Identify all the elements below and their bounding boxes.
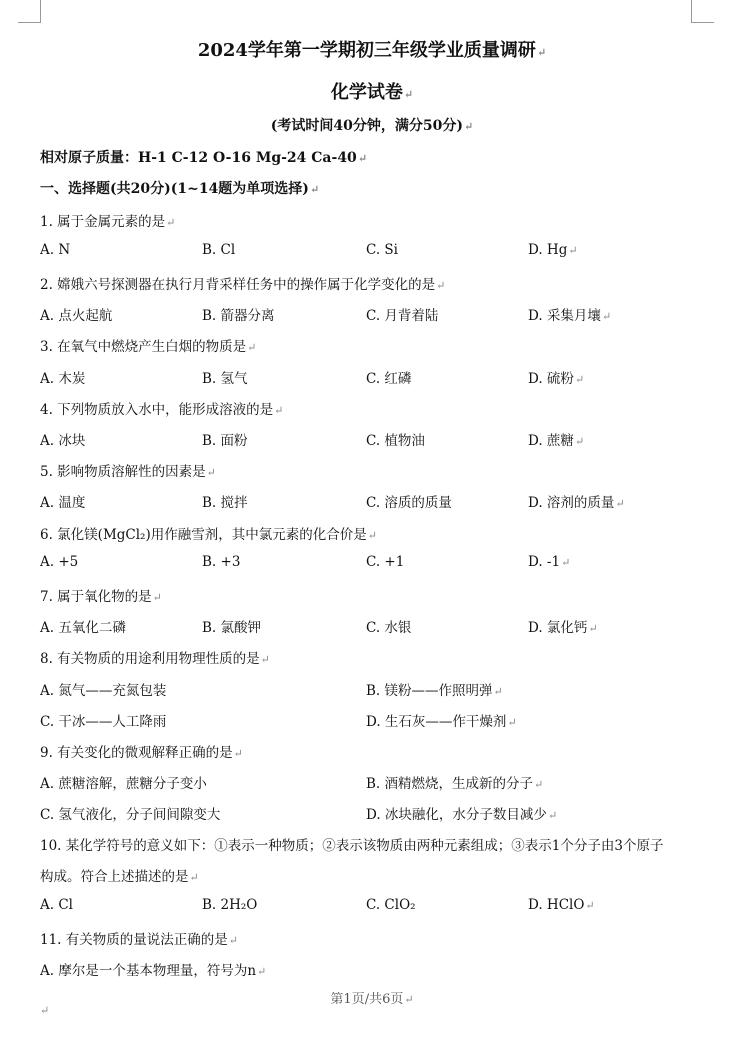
question-7: 7. 属于氧化物的是↵ xyxy=(40,589,162,605)
q8-option-c: C. 干冰——人工降雨 xyxy=(40,714,167,730)
question-8: 8. 有关物质的用途利用物理性质的是↵ xyxy=(40,651,270,667)
paragraph-mark: ↵ xyxy=(40,1004,50,1017)
q9-option-c: C. 氢气液化，分子间间隙变大 xyxy=(40,807,221,823)
exam-title: 2024学年第一学期初三年级学业质量调研↵ xyxy=(197,40,547,61)
q4-option-c: C. 植物油 xyxy=(366,433,425,449)
q4-option-a: A. 冰块 xyxy=(40,433,86,449)
q7-option-a: A. 五氧化二磷 xyxy=(40,620,126,636)
q7-option-d: D. 氯化钙↵ xyxy=(528,620,598,636)
q2-option-a: A. 点火起航 xyxy=(40,308,113,324)
q2-option-c: C. 月背着陆 xyxy=(366,308,439,324)
question-2: 2. 嫦娥六号探测器在执行月背采样任务中的操作属于化学变化的是↵ xyxy=(40,277,446,293)
q10-option-b: B. 2H₂O xyxy=(202,897,258,913)
question-10: 10. 某化学符号的意义如下：①表示一种物质；②表示该物质由两种元素组成；③表示1个分子由3个原子 xyxy=(40,838,664,854)
question-1: 1. 属于金属元素的是↵ xyxy=(40,214,176,230)
q3-option-d: D. 硫粉↵ xyxy=(528,371,585,387)
q9-option-a: A. 蔗糖溶解，蔗糖分子变小 xyxy=(40,776,207,792)
q6-option-a: A. +5 xyxy=(40,554,79,570)
question-11: 11. 有关物质的量说法正确的是↵ xyxy=(40,932,238,948)
q6-option-d: D. -1↵ xyxy=(528,554,571,570)
q4-option-b: B. 面粉 xyxy=(202,433,248,449)
q1-option-d: D. Hg↵ xyxy=(528,242,578,258)
page-footer: 第1页/共6页↵ xyxy=(330,992,414,1007)
q3-option-b: B. 氢气 xyxy=(202,371,248,387)
crop-mark-top-left xyxy=(18,0,41,23)
q5-option-a: A. 温度 xyxy=(40,495,86,511)
exam-subject: 化学试卷↵ xyxy=(330,82,414,103)
q2-option-d: D. 采集月壤↵ xyxy=(528,308,612,324)
q4-option-d: D. 蔗糖↵ xyxy=(528,433,585,449)
question-4: 4. 下列物质放入水中，能形成溶液的是↵ xyxy=(40,402,284,418)
q9-option-d: D. 冰块融化，水分子数目减少↵ xyxy=(366,807,558,823)
q1-option-b: B. Cl xyxy=(202,242,236,258)
q1-option-a: A. N xyxy=(40,242,71,258)
crop-mark-top-right xyxy=(691,0,714,23)
q10-option-a: A. Cl xyxy=(40,897,73,913)
q10-option-d: D. HClO↵ xyxy=(528,897,595,913)
q3-option-a: A. 木炭 xyxy=(40,371,86,387)
q3-option-c: C. 红磷 xyxy=(366,371,412,387)
q5-option-b: B. 搅拌 xyxy=(202,495,248,511)
question-3: 3. 在氧气中燃烧产生白烟的物质是↵ xyxy=(40,339,257,355)
q7-option-c: C. 水银 xyxy=(366,620,412,636)
q6-option-c: C. +1 xyxy=(366,554,405,570)
q6-option-b: B. +3 xyxy=(202,554,241,570)
section-heading: 一、选择题(共20分)(1~14题为单项选择)↵ xyxy=(40,181,320,197)
question-5: 5. 影响物质溶解性的因素是↵ xyxy=(40,464,216,480)
question-6: 6. 氯化镁(MgCl₂)用作融雪剂，其中氯元素的化合价是↵ xyxy=(40,527,377,543)
question-10-cont: 构成。符合上述描述的是↵ xyxy=(40,869,199,885)
q5-option-c: C. 溶质的质量 xyxy=(366,495,452,511)
q8-option-a: A. 氮气——充氮包装 xyxy=(40,683,167,699)
q8-option-d: D. 生石灰——作干燥剂↵ xyxy=(366,714,517,730)
q11-option-a: A. 摩尔是一个基本物理量，符号为n↵ xyxy=(40,963,267,979)
q2-option-b: B. 箭器分离 xyxy=(202,308,275,324)
q8-option-b: B. 镁粉——作照明弹↵ xyxy=(366,683,503,699)
question-9: 9. 有关变化的微观解释正确的是↵ xyxy=(40,745,243,761)
q1-option-c: C. Si xyxy=(366,242,398,258)
q7-option-b: B. 氯酸钾 xyxy=(202,620,262,636)
atomic-mass-line: 相对原子质量：H-1 C-12 O-16 Mg-24 Ca-40↵ xyxy=(40,150,368,166)
q10-option-c: C. ClO₂ xyxy=(366,897,416,913)
q9-option-b: B. 酒精燃烧，生成新的分子↵ xyxy=(366,776,544,792)
q5-option-d: D. 溶剂的质量↵ xyxy=(528,495,625,511)
exam-info: (考试时间40分钟，满分50分)↵ xyxy=(270,118,474,134)
